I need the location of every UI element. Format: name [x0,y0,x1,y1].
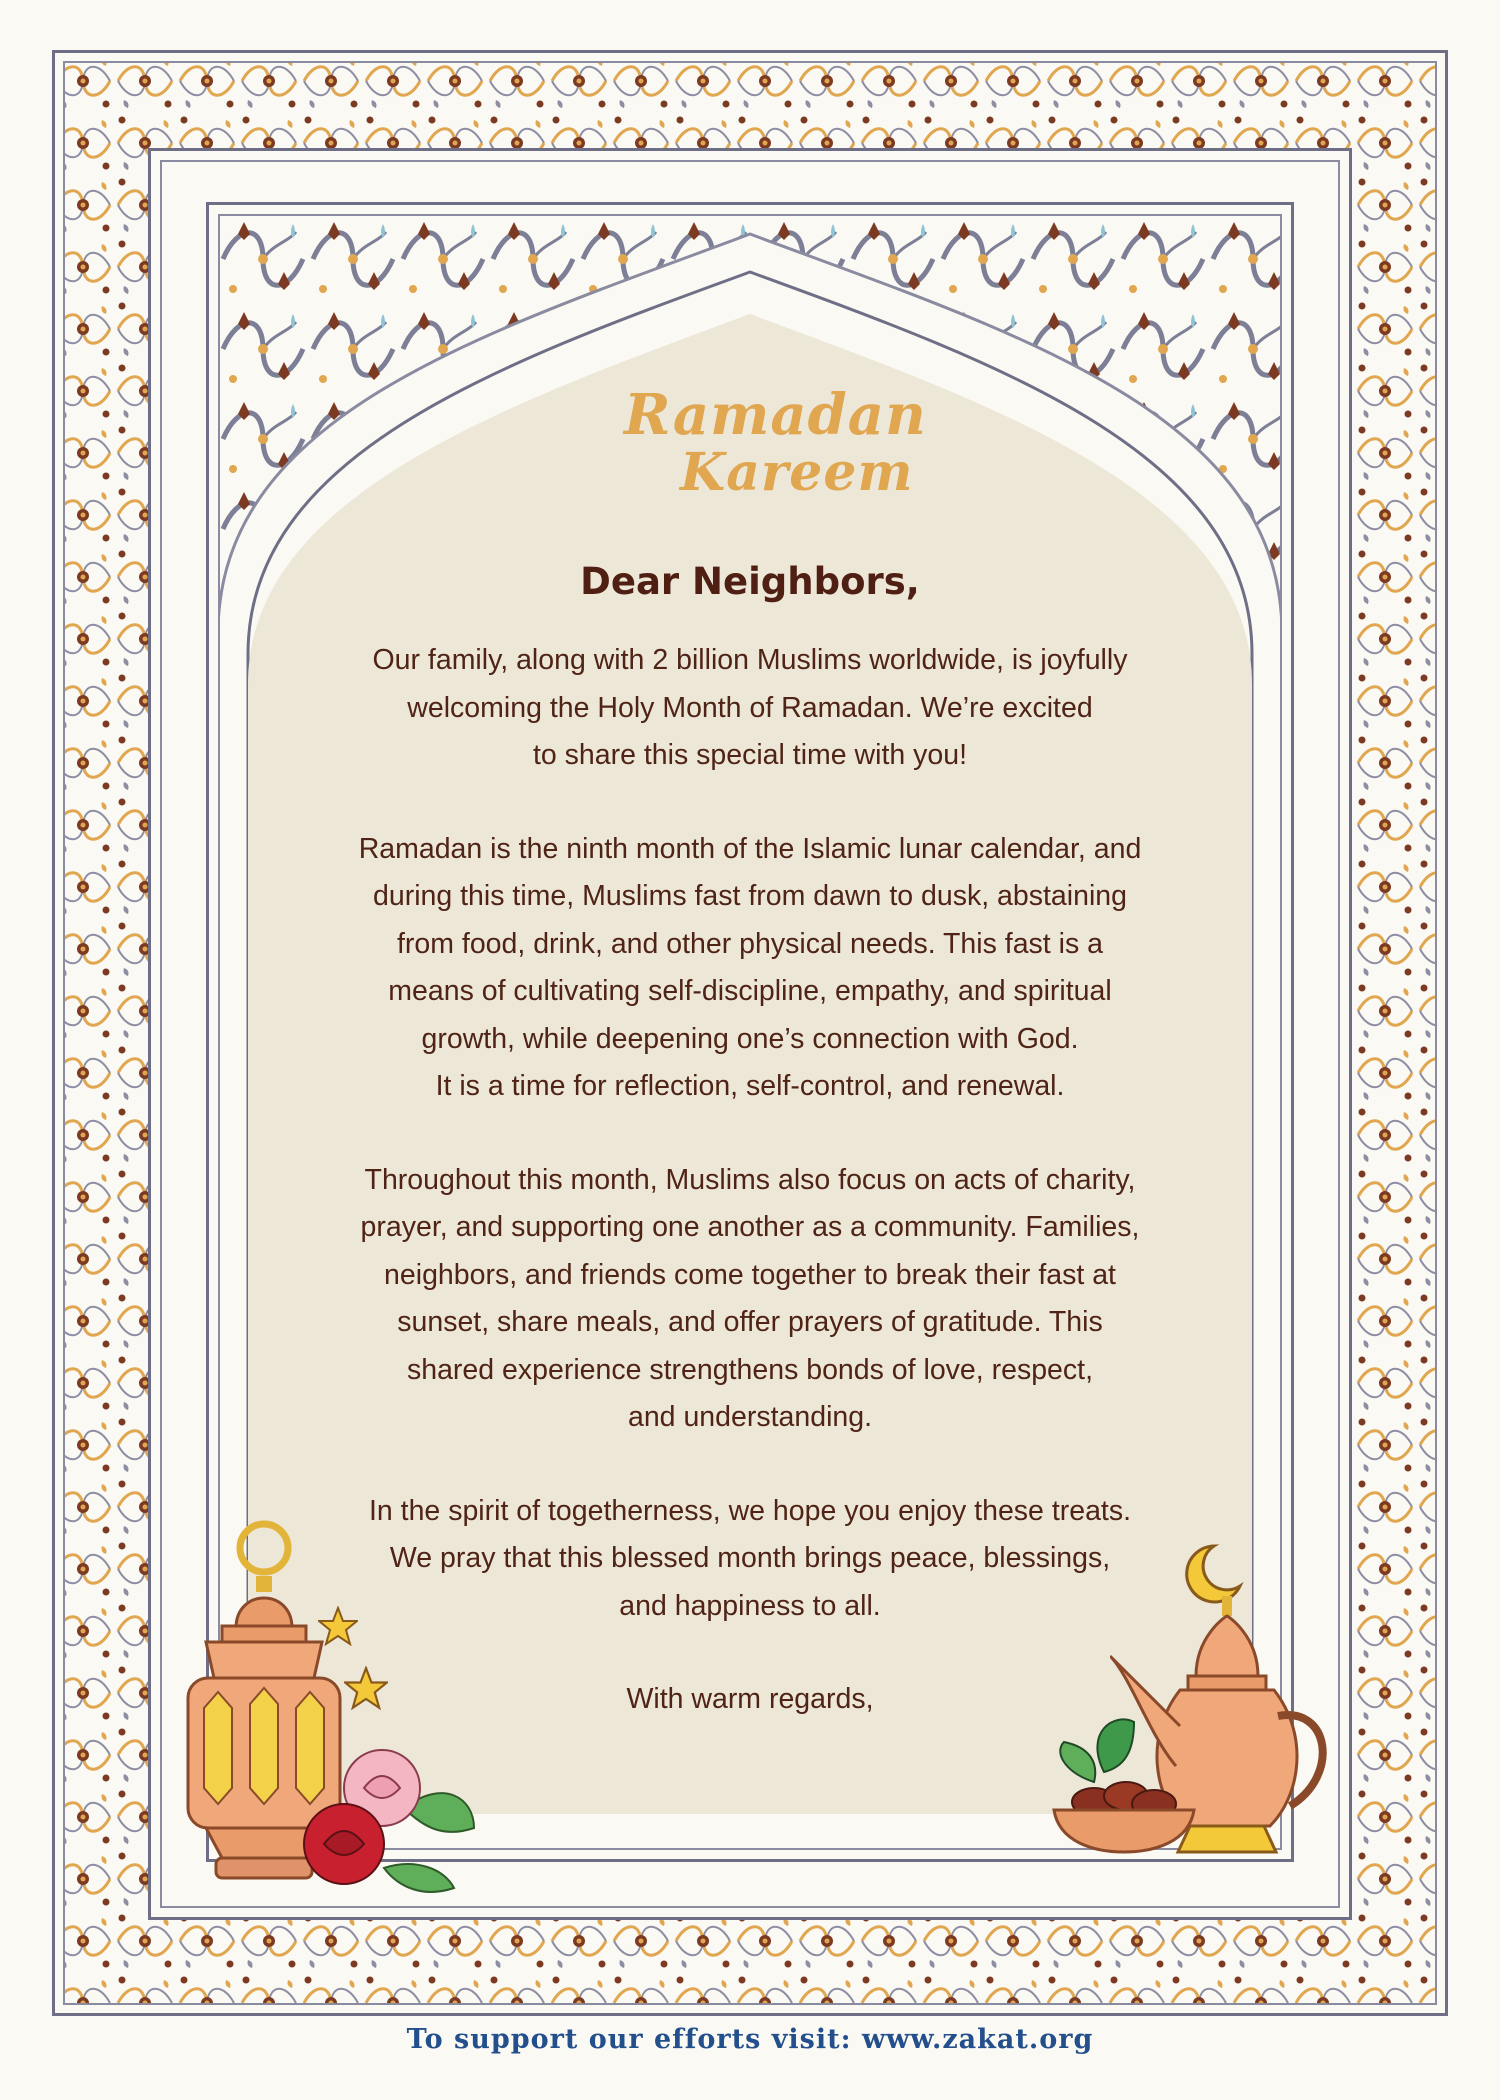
logo-line-2: Kareem [680,442,914,503]
rose-icon [284,1738,484,1898]
logo-line-1: Ramadan [624,382,927,448]
letter-body [300,548,1200,1723]
paragraph-1: Our family, along with 2 billion Muslims worldwide, is joyfully welcoming the Holy Month of Ramadan. We’re excited to share this special time with you! [372,644,1128,771]
closing-line: With warm regards, [626,1683,874,1715]
ramadan-kareem-logo [610,372,927,522]
paragraph-3: Throughout this month, Muslims also focus on acts of charity, prayer, and supporting one another as a community. Families, neighbors, and friends come together to break their fast at sunset, share meals, and offer prayers of gratitude. This shared experience strengthens bonds of love, respect, and understanding. [360,1163,1140,1433]
footer-support-line: To support our efforts visit: www.zakat.org [406,2024,1094,2055]
star-icon [318,1606,358,1646]
star-icon [344,1666,388,1710]
paragraph-2: Ramadan is the ninth month of the Islamic lunar calendar, and during this time, Muslims fast from dawn to dusk, abstaining from food, drink, and other physical needs. This fast is a means of cultivating self-discipline, empathy, and spiritual growth, while deepening one’s connection with God. It is a time for reflection, self-control, and renewal. [358,832,1142,1102]
dates-bowl-icon [1044,1712,1204,1862]
greeting-heading: Dear Neighbors, [580,560,920,603]
paragraph-4: In the spirit of togetherness, we hope you enjoy these treats. We pray that this blessed month brings peace, blessings, and happiness to all. [368,1494,1132,1622]
